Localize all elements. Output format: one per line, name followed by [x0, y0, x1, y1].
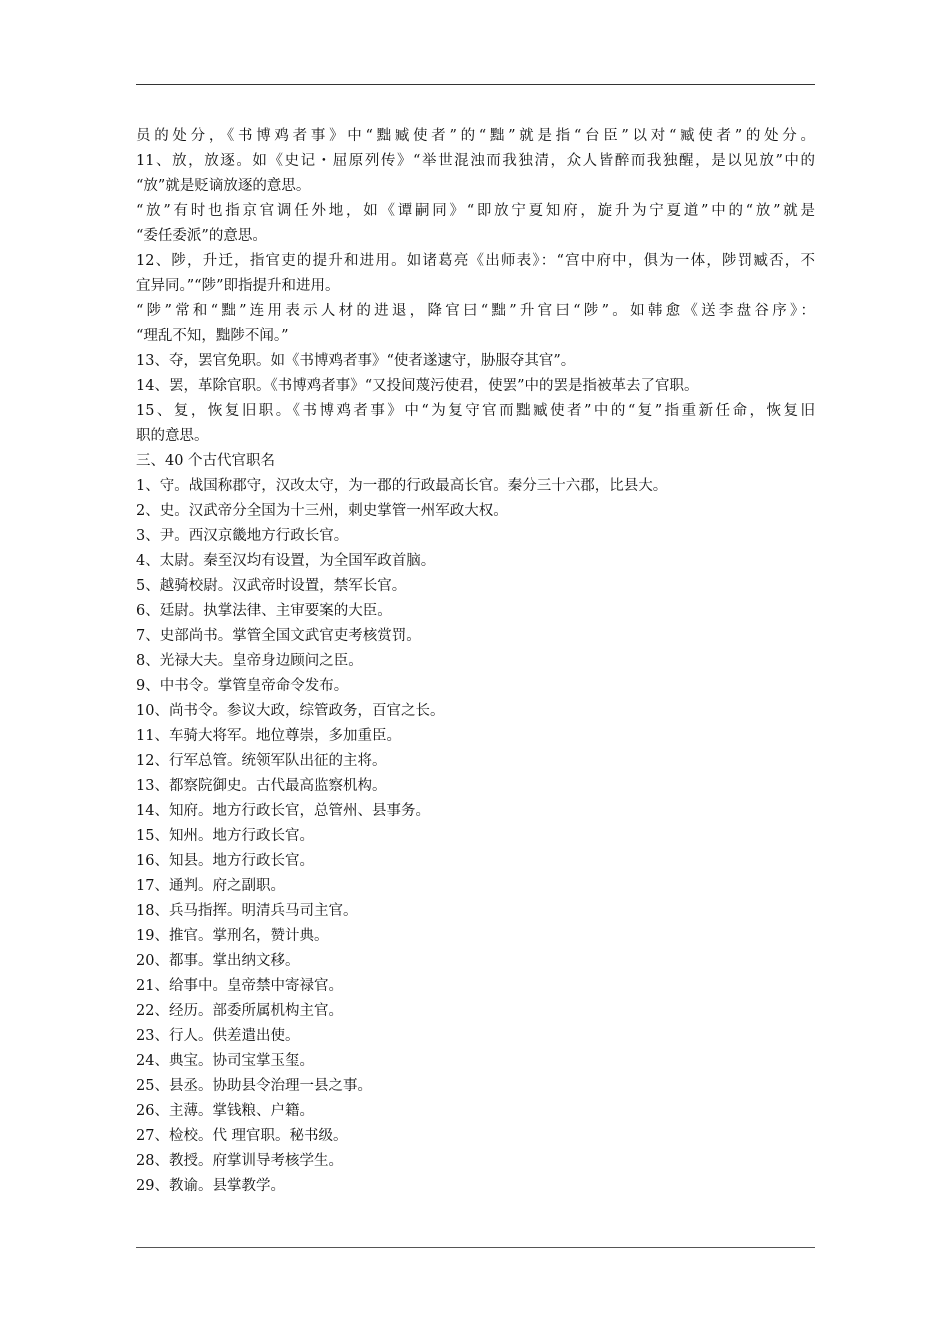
text-line: “放”就是贬谪放逐的意思。	[136, 178, 311, 194]
text-line: 10、尚书令。参议大政，综管政务，百官之长。	[136, 703, 445, 719]
paragraph	[136, 999, 815, 1024]
text-line: 27、检校。代 理官职。秘书级。	[136, 1128, 348, 1144]
text-line: 13、都察院御史。古代最高监察机构。	[136, 778, 387, 794]
text-line: 17、通判。府之副职。	[136, 878, 285, 894]
paragraph	[136, 699, 815, 724]
footer-rule	[136, 1247, 815, 1248]
paragraph	[136, 399, 815, 449]
paragraph	[136, 199, 815, 249]
paragraph	[136, 149, 815, 199]
text-line: 16、知县。地方行政长官。	[136, 853, 314, 869]
paragraph	[136, 874, 815, 899]
paragraph	[136, 1049, 815, 1074]
paragraph	[136, 974, 815, 999]
paragraph	[136, 574, 815, 599]
paragraph	[136, 749, 815, 774]
paragraph	[136, 599, 815, 624]
paragraph	[136, 949, 815, 974]
paragraph	[136, 724, 815, 749]
text-line: 9、中书令。掌管皇帝命令发布。	[136, 678, 349, 694]
paragraph	[136, 799, 815, 824]
text-line: 18、兵马指挥。明清兵马司主官。	[136, 903, 358, 919]
text-line: 26、主薄。掌钱粮、户籍。	[136, 1103, 314, 1119]
text-line: 15、知州。地方行政长官。	[136, 828, 314, 844]
text-line: 8、光禄大夫。皇帝身边顾问之臣。	[136, 653, 363, 669]
paragraph	[136, 1174, 815, 1199]
text-line: 14、知府。地方行政长官，总管州、县事务。	[136, 803, 430, 819]
paragraph	[136, 649, 815, 674]
text-line: 3、尹。西汉京畿地方行政长官。	[136, 528, 349, 544]
text-line: 28、教授。府掌训导考核学生。	[136, 1153, 343, 1169]
text-line: 12、行军总管。统领军队出征的主将。	[136, 753, 387, 769]
paragraph	[136, 774, 815, 799]
text-line: 员的处分，《书博鸡者事》中“黜臧使者”的“黜”就是指“台臣”以对“臧使者”的处分。	[136, 128, 815, 144]
paragraph	[136, 1124, 815, 1149]
paragraph	[136, 849, 815, 874]
text-line: 24、典宝。协司宝掌玉玺。	[136, 1053, 314, 1069]
paragraph	[136, 124, 815, 149]
text-line: 29、教谕。县掌教学。	[136, 1178, 285, 1194]
paragraph	[136, 349, 815, 374]
header-rule	[136, 84, 815, 85]
paragraph	[136, 824, 815, 849]
text-line: 7、史部尚书。掌管全国文武官吏考核赏罚。	[136, 628, 421, 644]
paragraph	[136, 474, 815, 499]
paragraph	[136, 449, 815, 474]
document-body	[136, 124, 815, 1199]
paragraph	[136, 549, 815, 574]
text-line: 11、放，放逐。如《史记・屈原列传》“举世混浊而我独清，众人皆醉而我独醒，是以见放”中的	[136, 153, 815, 169]
text-line: “放”有时也指京官调任外地，如《谭嗣同》“即放宁夏知府，旋升为宁夏道”中的“放”就是	[136, 203, 815, 219]
paragraph	[136, 499, 815, 524]
text-line: 23、行人。供差遣出使。	[136, 1028, 300, 1044]
paragraph	[136, 924, 815, 949]
paragraph	[136, 899, 815, 924]
text-line: 11、车骑大将军。地位尊崇，多加重臣。	[136, 728, 401, 744]
text-line: 5、越骑校尉。汉武帝时设置，禁军长官。	[136, 578, 407, 594]
text-line: 14、罢，革除官职。《书博鸡者事》“又投间蔑污使君，使罢”中的罢是指被革去了官职。	[136, 378, 699, 394]
paragraph	[136, 674, 815, 699]
text-line: 4、太尉。秦至汉均有设置，为全国军政首脑。	[136, 553, 436, 569]
paragraph	[136, 1074, 815, 1099]
text-line: “委任委派”的意思。	[136, 228, 267, 244]
paragraph	[136, 1099, 815, 1124]
text-line: 职的意思。	[136, 428, 209, 444]
paragraph	[136, 299, 815, 349]
paragraph	[136, 1024, 815, 1049]
paragraph	[136, 1149, 815, 1174]
text-line: 6、廷尉。执掌法律、主审要案的大臣。	[136, 603, 392, 619]
paragraph	[136, 374, 815, 399]
text-line: 12、陟，升迁，指官吏的提升和进用。如诸葛亮《出师表》：“宫中府中，俱为一体，陟罚臧否，不	[136, 253, 815, 269]
text-line: 2、史。汉武帝分全国为十三州，刺史掌管一州军政大权。	[136, 503, 508, 519]
paragraph	[136, 249, 815, 299]
text-line: 三、40 个古代官职名	[136, 453, 276, 469]
text-line: 19、推官。掌刑名，赞计典。	[136, 928, 329, 944]
text-line: 宜异同。”“陟”即指提升和进用。	[136, 278, 340, 294]
paragraph	[136, 624, 815, 649]
text-line: “陟”常和“黜”连用表示人材的进退，降官曰“黜”升官曰“陟”。如韩愈《送李盘谷序》：	[136, 303, 815, 319]
text-line: 15、复，恢复旧职。《书博鸡者事》中“为复守官而黜臧使者”中的“复”指重新任命，恢复旧	[136, 403, 815, 419]
text-line: 20、都事。掌出纳文移。	[136, 953, 300, 969]
text-line: 25、县丞。协助县令治理一县之事。	[136, 1078, 372, 1094]
text-line: 22、经历。部委所属机构主官。	[136, 1003, 343, 1019]
text-line: “理乱不知，黜陟不闻。”	[136, 328, 289, 344]
text-line: 21、给事中。皇帝禁中寄禄官。	[136, 978, 343, 994]
text-line: 13、夺，罢官免职。如《书博鸡者事》“使者遂逮守，胁服夺其官”。	[136, 353, 576, 369]
paragraph	[136, 524, 815, 549]
text-line: 1、守。战国称郡守，汉改太守，为一郡的行政最高长官。秦分三十六郡，比县大。	[136, 478, 668, 494]
